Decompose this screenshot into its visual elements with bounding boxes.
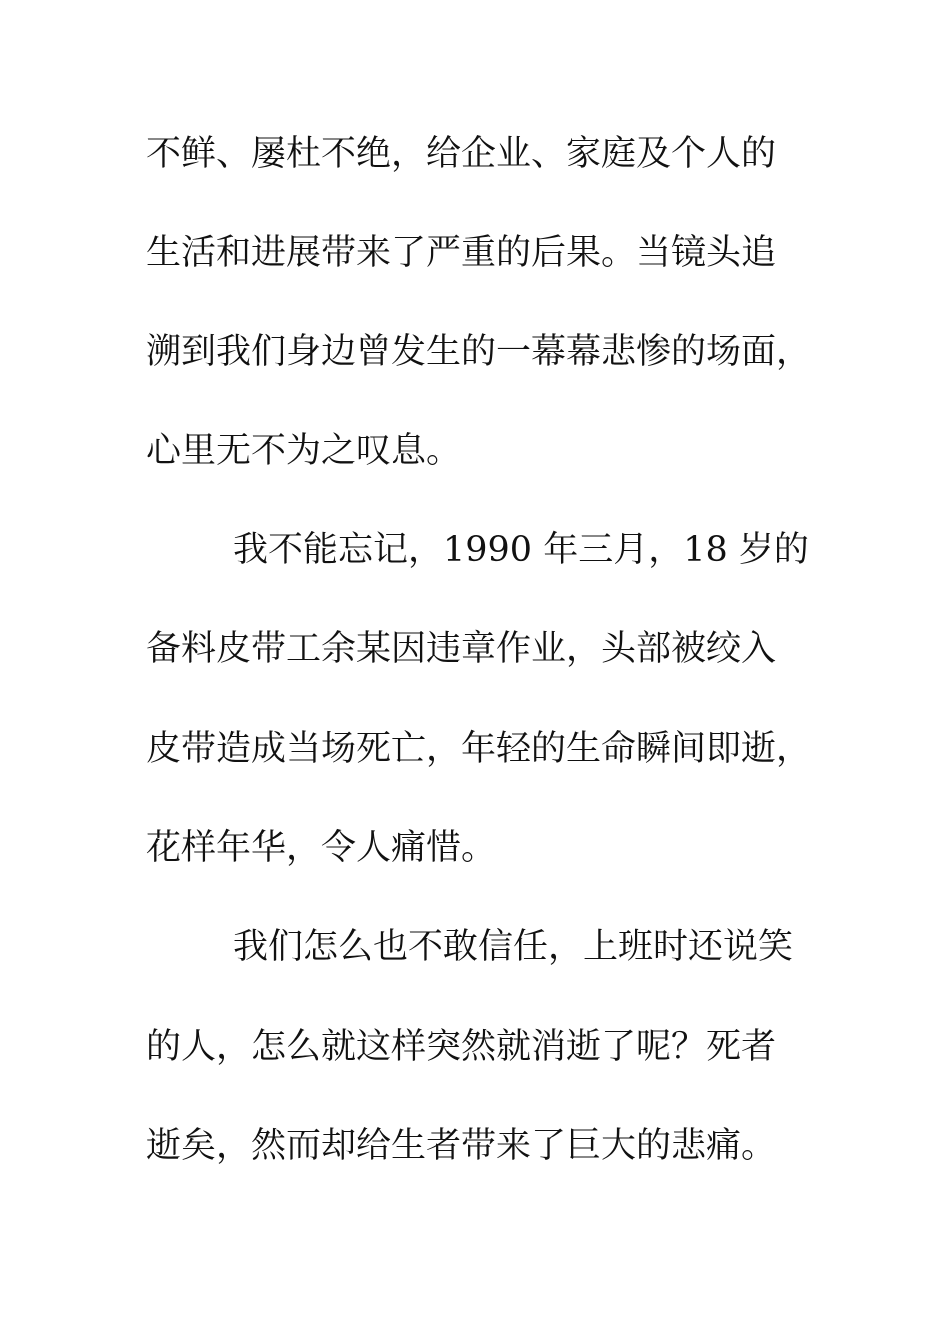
text-line: 逝矣，然而却给生者带来了巨大的悲痛。 <box>146 1126 777 1166</box>
text-line: 心里无不为之叹息。 <box>146 431 462 471</box>
text-line: 我们怎么也不敢信任，上班时还说笑 <box>233 927 794 967</box>
text-line: 花样年华，令人痛惜。 <box>146 828 497 868</box>
text-line: 不鲜、屡杜不绝，给企业、家庭及个人的 <box>146 134 777 174</box>
text-line: 生活和进展带来了严重的后果。当镜头追 <box>146 233 777 273</box>
text-line: 我不能忘记，1990 年三月，18 岁的 <box>233 530 809 570</box>
text-line: 溯到我们身边曾发生的一幕幕悲惨的场面， <box>146 332 812 372</box>
text-line: 皮带造成当场死亡，年轻的生命瞬间即逝， <box>146 729 812 769</box>
text-line: 备料皮带工余某因违章作业，头部被绞入 <box>146 629 777 669</box>
text-line: 的人，怎么就这样突然就消逝了呢？死者 <box>146 1027 777 1067</box>
